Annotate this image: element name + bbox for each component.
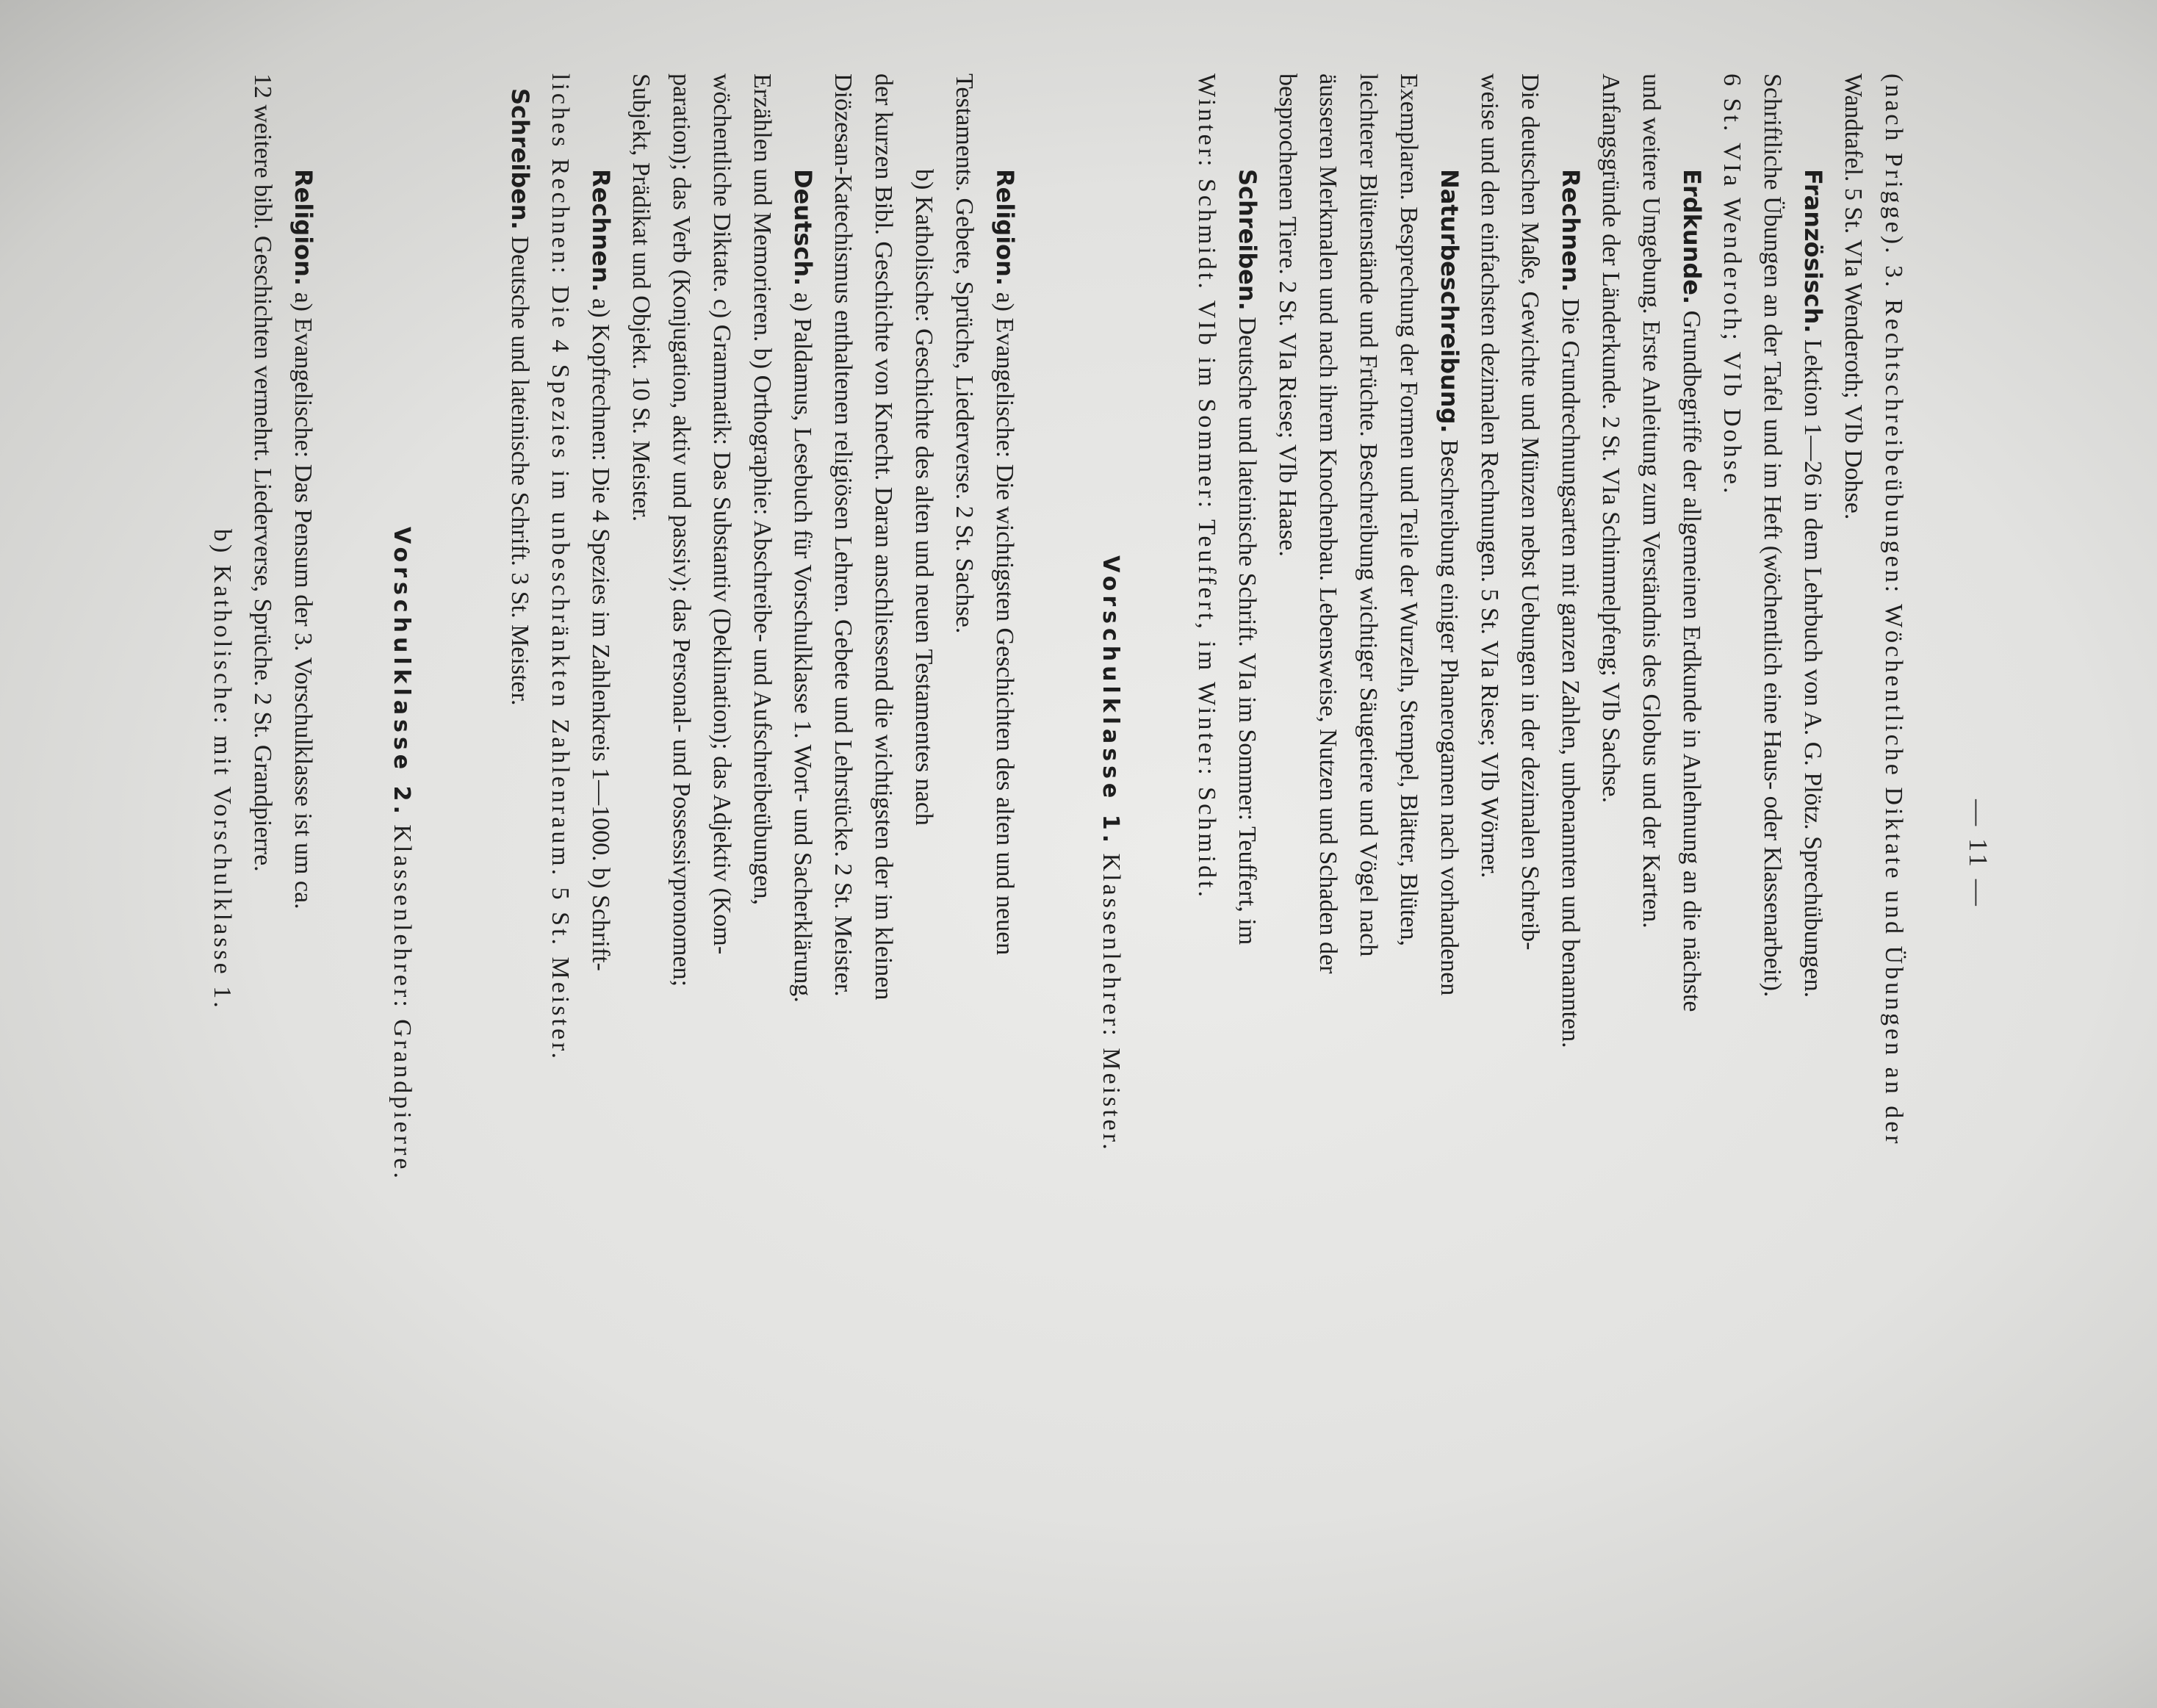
text-line: Die deutschen Maße, Gewichte und Münzen nebst Uebungen in der dezimalen Schreib-: [1516, 73, 1544, 951]
text-line: der kurzen Bibl. Geschichte von Knecht. Daran anschliessend die wichtigsten der im kleinen: [870, 73, 897, 1001]
text-line: und weitere Umgebung. Erste Anleitung zum Verständnis des Globus und der Karten.: [1638, 73, 1665, 929]
text-line: Anfangsgründe der Länderkunde. 2 St. VIa Schimmelpfeng; VIb Sachse.: [1597, 73, 1624, 804]
subject-label: Schreiben.: [506, 88, 534, 230]
text-line: Deutsche und lateinische Schrift. 3 St. Meister.: [506, 236, 533, 706]
text-line: Wandtafel. 5 St. VIa Wenderoth; VIb Dohse.: [1840, 73, 1867, 520]
paragraph-franzoesisch: [1712, 73, 1833, 1635]
subject-label: Religion.: [289, 169, 317, 287]
paragraph-erdkunde: [1591, 73, 1712, 1635]
text-line: Erzählen und Memorieren. b) Orthographie: Abschreibe- und Aufschreibeübungen,: [749, 73, 776, 906]
paragraph-naturbeschreibung: [1267, 73, 1469, 1635]
text-line: 12 weitere bibl. Geschichten vermehrt. Liederverse, Sprüche. 2 St. Grandpierre.: [249, 73, 276, 872]
paragraph-deutsch-vk1: [621, 73, 823, 1635]
section-heading-vorschulklasse-2: [381, 73, 422, 1635]
text-line: Beschreibung einiger Phanerogamen nach vorhandenen: [1436, 439, 1463, 996]
text-line: Grundbegriffe der allgemeinen Erdkunde in Anlehnung an die nächste: [1678, 310, 1705, 1012]
subject-label: Rechnen.: [587, 169, 615, 292]
text-line: leichterer Blütenstände und Früchte. Beschreibung wichtiger Säugetiere und Vögel nach: [1355, 73, 1382, 957]
text-line: Die Grundrechnungsarten mit ganzen Zahlen, unbenannten und benannten.: [1557, 298, 1584, 1048]
paragraph-rechnen-sexta: [1469, 73, 1591, 1635]
paragraph-religion-vk1: [823, 73, 1025, 1635]
text-line: 6 St. VIa Wenderoth; VIb Dohse.: [1718, 73, 1746, 497]
subject-label: Rechnen.: [1557, 169, 1585, 292]
heading-title: Vorschulklasse 2.: [389, 527, 414, 818]
subject-label: Deutsch.: [789, 169, 817, 287]
heading-teacher: Klassenlehrer: Meister.: [1098, 853, 1125, 1153]
text-line: Deutsche und lateinische Schrift. VIa im Sommer: Teuffert, im: [1234, 317, 1261, 945]
paragraph-schreiben-vk1: [500, 73, 540, 1635]
text-line: a) Evangelische: Die wichtigsten Geschichten des alten und neuen: [991, 292, 1018, 956]
paragraph-intro: [1833, 73, 1914, 1635]
text-line: a) Paldamus, Lesebuch für Vorschulklasse 1. Wort- und Sacherklärung.: [789, 292, 816, 1003]
text-line: Schriftliche Übungen an der Tafel und im Heft (wöchentlich eine Haus- oder Klassenarbeit).: [1759, 73, 1786, 998]
text-line: b) Katholische: mit Vorschulklasse 1.: [209, 529, 236, 1011]
text-line: äusseren Merkmalen und nach ihrem Knochenbau. Lebensweise, Nutzen und Schaden der: [1314, 73, 1342, 974]
paragraph-rechnen-vk1: [540, 73, 621, 1635]
text-line: Winter: Schmidt. VIb im Sommer: Teuffert, im Winter: Schmidt.: [1193, 73, 1220, 900]
text-line: b) Katholische: Geschichte des alten und neuen Testamentes nach: [910, 169, 937, 826]
text-line: Exemplaren. Besprechung der Formen und Teile der Wurzeln, Stempel, Blätter, Blüten,: [1395, 73, 1422, 947]
section-heading-vorschulklasse-1: [1090, 73, 1131, 1635]
page-number: — 11 —: [1964, 799, 1993, 909]
text-line: wöchentliche Diktate. c) Grammatik: Das Substantiv (Deklination); das Adjektiv (Kom-: [708, 73, 735, 955]
paragraph-religion-vk2: [202, 73, 323, 1635]
subject-label: Schreiben.: [1234, 169, 1261, 311]
text-line: Subjekt, Prädikat und Objekt. 10 St. Meister.: [627, 73, 655, 522]
text-line: a) Evangelische: Das Pensum der 3. Vorschulklasse ist um ca.: [289, 292, 317, 909]
text-line: Testaments. Gebete, Sprüche, Liederverse. 2 St. Sachse.: [951, 73, 978, 634]
heading-teacher: Klassenlehrer: Grandpierre.: [389, 824, 416, 1181]
heading-title: Vorschulklasse 1.: [1098, 555, 1123, 847]
text-line: besprochenen Tiere. 2 St. VIa Riese; VIb Haase.: [1274, 73, 1301, 557]
text-line: Lektion 1—26 in dem Lehrbuch von A. G. Plötz. Sprechübungen.: [1799, 339, 1826, 998]
text-line: a) Kopfrechnen: Die 4 Spezies im Zahlenkreis 1—1000. b) Schrift-: [587, 298, 614, 971]
paragraph-schreiben-sexta: [1186, 73, 1267, 1635]
rotated-text-block: [88, 73, 1998, 1635]
text-line: Diözesan-Katechismus enthaltenen religiösen Lehren. Gebete und Lehrstücke. 2 St. Meister.: [829, 73, 857, 997]
subject-label: Religion.: [991, 169, 1019, 287]
text-line: paration); das Verb (Konjugation, aktiv und passiv); das Personal- und Possessivpronomen;: [668, 73, 695, 987]
subject-label: Erdkunde.: [1678, 169, 1706, 305]
text-line: weise und den einfachsten dezimalen Rechnungen. 5 St. VIa Riese; VIb Wörner.: [1476, 73, 1503, 879]
subject-label: Französisch.: [1799, 169, 1827, 334]
text-line: liches Rechnen: Die 4 Spezies im unbeschränkten Zahlenraum. 5 St. Meister.: [547, 73, 574, 1062]
text-line: (nach Prigge). 3. Rechtschreibeübungen: Wöchentliche Diktate und Übungen an der: [1880, 73, 1907, 1147]
subject-label: Naturbeschreibung.: [1436, 169, 1463, 433]
